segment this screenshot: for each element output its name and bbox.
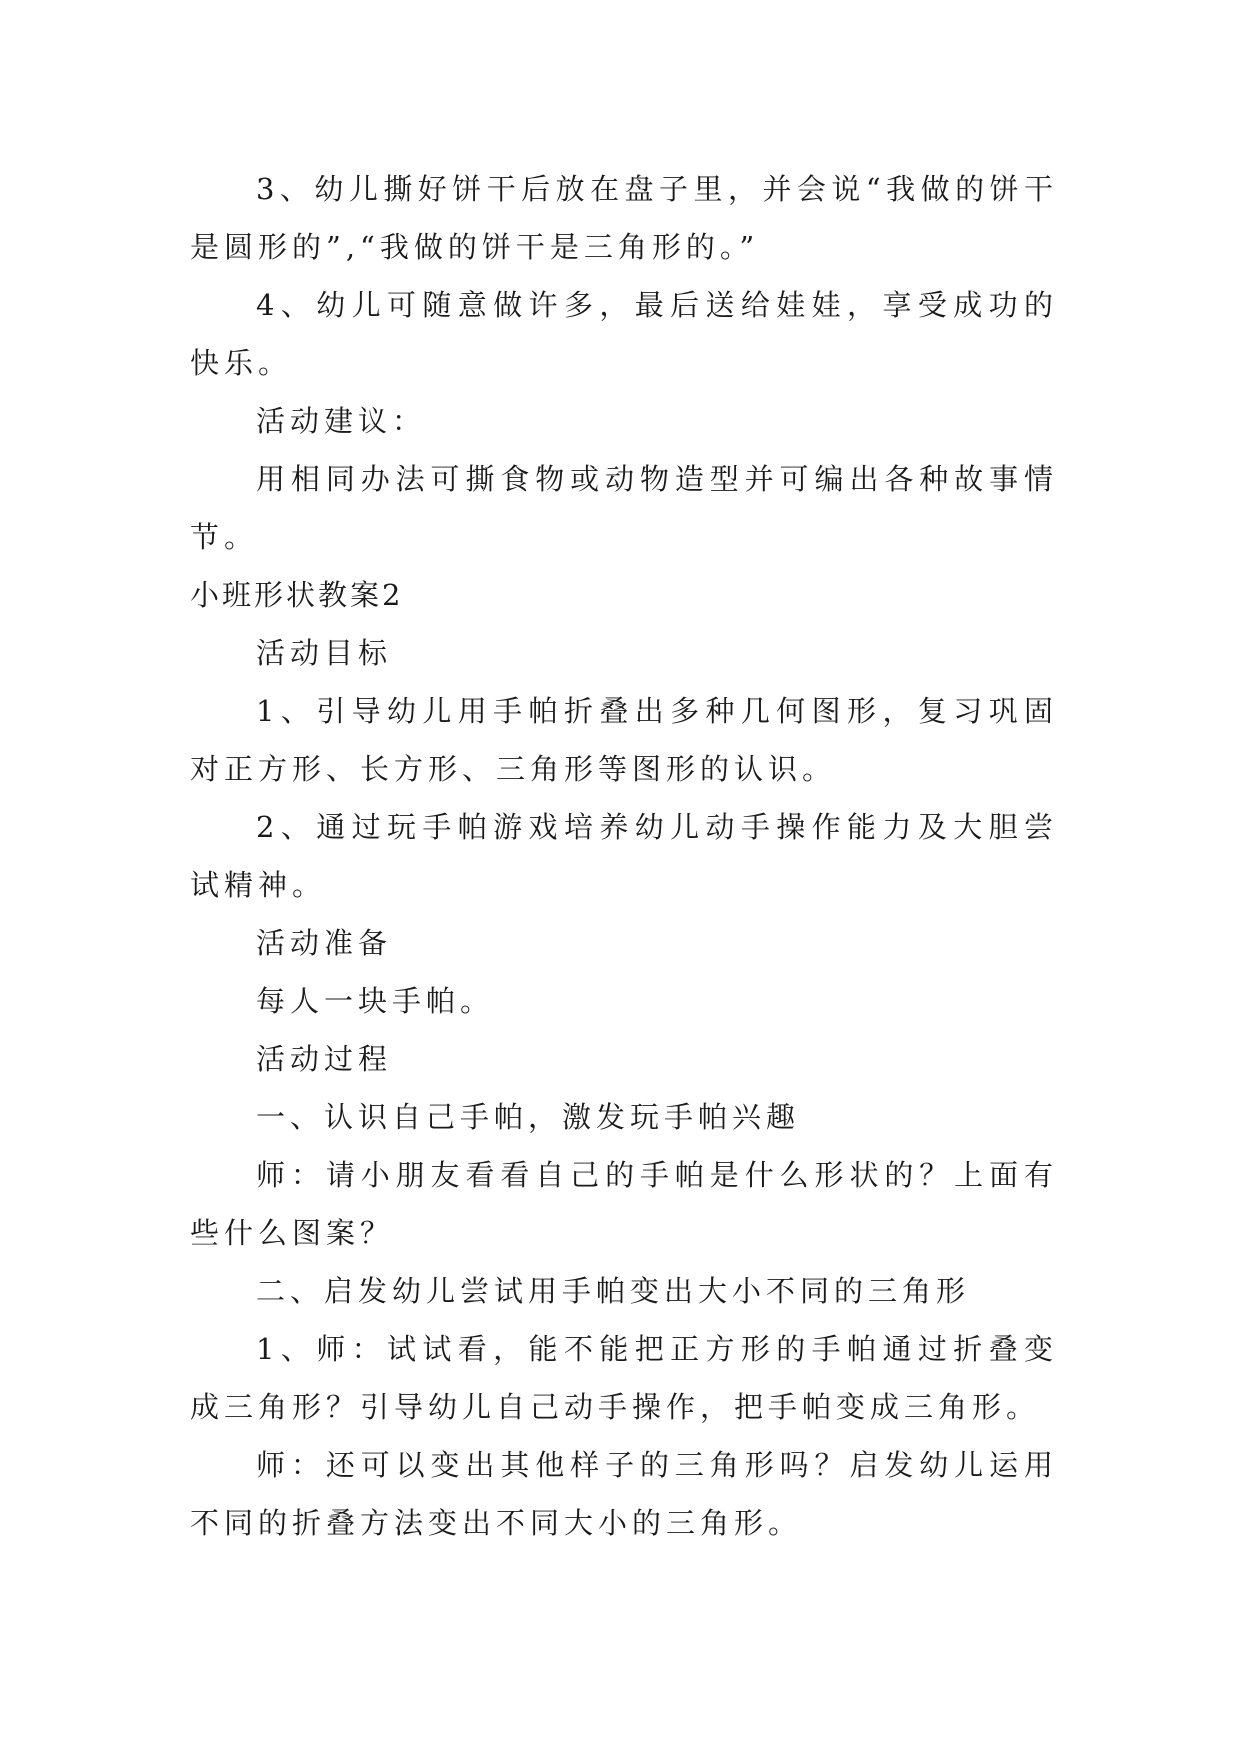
paragraph-goal-label: 活动目标 bbox=[256, 636, 393, 670]
paragraph-step-4: 4、幼儿可随意做许多，最后送给娃娃，享受成功的快乐。 bbox=[190, 288, 1058, 380]
section-title: 小班形状教案2 bbox=[190, 578, 404, 612]
document-body bbox=[190, 160, 1058, 1552]
paragraph-teacher-question-1: 师：请小朋友看看自己的手帕是什么形状的？上面有些什么图案？ bbox=[190, 1158, 1058, 1250]
paragraph-process-part-1: 一、认识自己手帕，激发玩手帕兴趣 bbox=[256, 1100, 801, 1134]
paragraph-goal-1: 1、引导幼儿用手帕折叠出多种几何图形，复习巩固对正方形、长方形、三角形等图形的认识。 bbox=[190, 694, 1058, 786]
paragraph-activity-suggestion: 用相同办法可撕食物或动物造型并可编出各种故事情节。 bbox=[190, 462, 1058, 554]
paragraph-preparation-label: 活动准备 bbox=[256, 926, 393, 960]
paragraph-process-label: 活动过程 bbox=[256, 1042, 393, 1076]
paragraph-activity-suggestion-label: 活动建议： bbox=[256, 404, 427, 438]
paragraph-goal-2: 2、通过玩手帕游戏培养幼儿动手操作能力及大胆尝试精神。 bbox=[190, 810, 1058, 902]
paragraph-teacher-step-1: 1、师：试试看，能不能把正方形的手帕通过折叠变成三角形？引导幼儿自己动手操作，把手帕变成三角形。 bbox=[190, 1332, 1058, 1424]
paragraph-teacher-question-2: 师：还可以变出其他样子的三角形吗？启发幼儿运用不同的折叠方法变出不同大小的三角形。 bbox=[190, 1448, 1058, 1540]
paragraph-preparation: 每人一块手帕。 bbox=[256, 984, 495, 1018]
paragraph-process-part-2: 二、启发幼儿尝试用手帕变出大小不同的三角形 bbox=[256, 1274, 971, 1308]
paragraph-step-3: 3、幼儿撕好饼干后放在盘子里，并会说“我做的饼干是圆形的”,“我做的饼干是三角形的。” bbox=[190, 172, 1058, 264]
